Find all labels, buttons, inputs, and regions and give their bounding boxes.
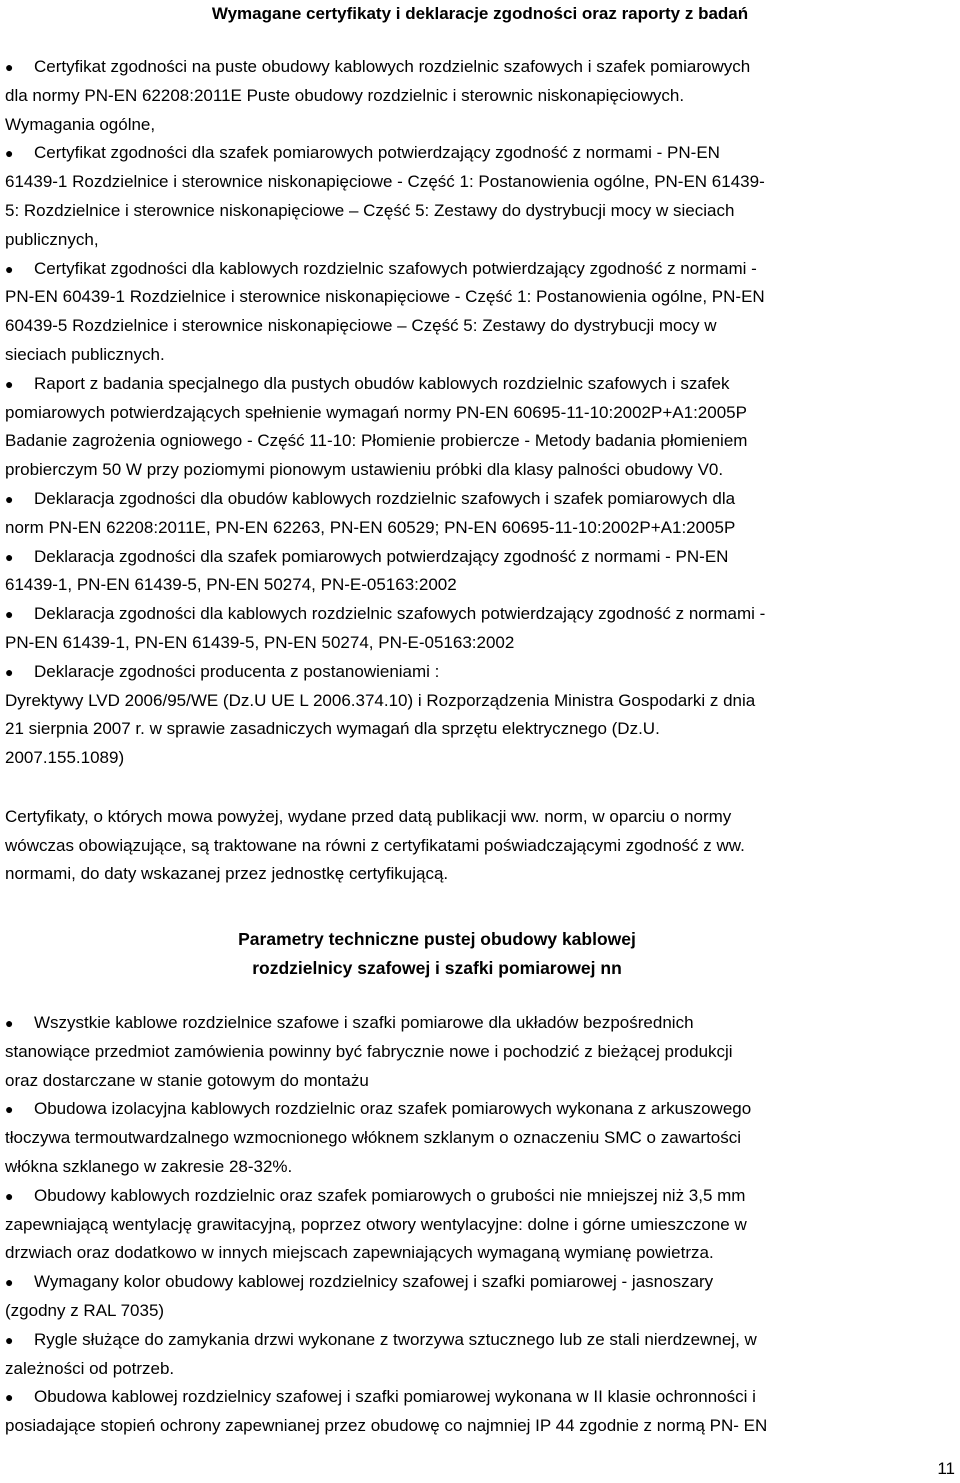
bullet-icon: ● [5, 145, 14, 162]
text-line: Certyfikat zgodności dla kablowych rozdzielnic szafowych potwierdzający zgodność z normami - [34, 258, 757, 278]
text-line: 61439-1, PN-EN 61439-5, PN-EN 50274, PN-E-05163:2002 [5, 575, 457, 595]
text-line: Wymagania ogólne, [5, 114, 156, 134]
heading-line-2: rozdzielnicy szafowej i szafki pomiarowej nn [252, 958, 622, 978]
text-line: Obudowy kablowych rozdzielnic oraz szafek pomiarowych o grubości nie mniejszej niż 3,5 mm [34, 1185, 746, 1205]
text-line: tłoczywa termoutwardzalnego wzmocnionego włóknem szklanym o oznaczeniu SMC o zawartości [5, 1128, 742, 1148]
list-item [5, 1268, 956, 1326]
bullet-icon: ● [5, 260, 14, 277]
list-item [5, 1182, 956, 1268]
text-line: publicznych, [5, 229, 99, 249]
text-line: Obudowa kablowej rozdzielnicy szafowej i szafki pomiarowej wykonana w II klasie ochronności i [34, 1387, 756, 1407]
text-line: włókna szklanego w zakresie 28-32%. [5, 1156, 293, 1176]
text-line: zależności od potrzeb. [5, 1358, 175, 1378]
page-header-title: Wymagane certyfikaty i deklaracje zgodności oraz raporty z badań [211, 4, 749, 23]
bullet-icon: ● [5, 1274, 14, 1291]
bullet-icon: ● [5, 663, 14, 680]
text-line: Deklaracja zgodności dla obudów kablowych rozdzielnic szafowych i szafek pomiarowych dla [34, 488, 736, 508]
text-line: oraz dostarczane w stanie gotowym do montażu [5, 1070, 369, 1090]
text-line: (zgodny z RAL 7035) [5, 1300, 165, 1320]
text-line: Certyfikat zgodności dla szafek pomiarowych potwierdzający zgodność z normami - PN-EN [34, 143, 720, 163]
text-line: zapewniającą wentylację grawitacyjną, poprzez otwory wentylacyjne: dolne i górne umieszczone w [5, 1214, 747, 1234]
bullet-icon: ● [5, 1331, 14, 1348]
text-line: normami, do daty wskazanej przez jednostkę certyfikującą. [5, 864, 449, 884]
text-line: 61439-1 Rozdzielnice i sterownice niskonapięciowe - Część 1: Postanowienia ogólne, PN-EN 61439- [5, 172, 765, 192]
text-line: pomiarowych potwierdzających spełnienie wymagań normy PN-EN 60695-11-10:2002P+A1:2005P [5, 402, 747, 422]
list-item [5, 370, 956, 485]
text-line: Badanie zagrożenia ogniowego - Część 11-10: Płomienie probiercze - Metody badania płomieniem [5, 431, 748, 451]
text-line: Certyfikat zgodności na puste obudowy kablowych rozdzielnic szafowych i szafek pomiarowych [34, 57, 751, 76]
certificates-list [5, 53, 956, 773]
text-line: PN-EN 61439-1, PN-EN 61439-5, PN-EN 50274, PN-E-05163:2002 [5, 632, 515, 652]
text-line: 21 sierpnia 2007 r. w sprawie zasadniczych wymagań dla sprzętu elektrycznego (Dz.U. [5, 719, 660, 739]
list-item [5, 1009, 956, 1095]
bullet-icon: ● [5, 1187, 14, 1204]
text-line: Wszystkie kablowe rozdzielnice szafowe i szafki pomiarowe dla układów bezpośrednich [34, 1013, 694, 1032]
list-item [5, 139, 956, 254]
list-item [5, 1095, 956, 1181]
text-line: stanowiące przedmiot zamówienia powinny być fabrycznie nowe i pochodzić z bieżącej produkcji [5, 1041, 733, 1061]
text-line: Rygle służące do zamykania drzwi wykonane z tworzywa sztucznego lub ze stali nierdzewnej, w [34, 1329, 757, 1349]
list-item [5, 543, 956, 601]
text-line: Deklaracje zgodności producenta z postanowieniami : [34, 661, 440, 681]
certificates-note-paragraph [5, 803, 956, 889]
list-item [5, 255, 956, 370]
text-line: 5: Rozdzielnice i sterownice niskonapięciowe – Część 5: Zestawy do dystrybucji mocy w sieciach [5, 200, 735, 220]
text-line: 60439-5 Rozdzielnice i sterownice niskonapięciowe – Część 5: Zestawy do dystrybucji mocy w [5, 316, 717, 336]
list-item [5, 1326, 956, 1384]
bullet-icon: ● [5, 1015, 14, 1031]
text-line: Wymagany kolor obudowy kablowej rozdzielnicy szafowej i szafki pomiarowej - jasnoszary [34, 1272, 714, 1292]
text-line: dla normy PN-EN 62208:2011E Puste obudowy rozdzielnic i sterownic niskonapięciowych. [5, 85, 685, 105]
text-line: sieciach publicznych. [5, 344, 165, 364]
text-line: Deklaracja zgodności dla kablowych rozdzielnic szafowych potwierdzający zgodność z normami - [34, 604, 766, 624]
bullet-icon: ● [5, 1101, 14, 1118]
text-line: probierczym 50 W przy poziomymi pionowym ustawieniu próbki dla klasy palności obudowy V0. [5, 460, 724, 480]
heading-line-1: Parametry techniczne pustej obudowy kablowej [238, 929, 636, 949]
text-line: 2007.155.1089) [5, 748, 125, 768]
text-line: Raport z badania specjalnego dla pustych obudów kablowych rozdzielnic szafowych i szafek [34, 373, 730, 393]
bullet-icon: ● [5, 606, 14, 623]
bullet-icon: ● [5, 375, 14, 392]
text-line: drzwiach oraz dodatkowo w innych miejscach zapewniających wymaganą wymianę powietrza. [5, 1243, 714, 1263]
list-item [5, 658, 956, 773]
bullet-icon: ● [5, 490, 14, 507]
text-line: posiadające stopień ochrony zapewnianej przez obudowę co najmniej IP 44 zgodnie z normą PN- EN [5, 1416, 768, 1436]
technical-parameters-list [5, 1009, 956, 1441]
text-line: norm PN-EN 62208:2011E, PN-EN 62263, PN-EN 60529; PN-EN 60695-11-10:2002P+A1:2005P [5, 517, 736, 537]
bullet-icon: ● [5, 59, 14, 75]
text-line: Obudowa izolacyjna kablowych rozdzielnic oraz szafek pomiarowych wykonana z arkuszowego [34, 1099, 752, 1119]
list-item [5, 485, 956, 543]
list-item [5, 1383, 956, 1441]
text-line: Certyfikaty, o których mowa powyżej, wydane przed datą publikacji ww. norm, w oparciu o normy [5, 807, 732, 826]
technical-parameters-heading [0, 925, 874, 983]
bullet-icon: ● [5, 548, 14, 565]
list-item [5, 600, 956, 658]
text-line: PN-EN 60439-1 Rozdzielnice i sterownice niskonapięciowe - Część 1: Postanowienia ogólne, PN-EN [5, 287, 765, 307]
list-item [5, 53, 956, 139]
text-line: wówczas obowiązujące, są traktowane na równi z certyfikatami poświadczającymi zgodność z ww. [5, 835, 745, 855]
page-number: 11 [937, 1459, 955, 1478]
text-line: Dyrektywy LVD 2006/95/WE (Dz.U UE L 2006.374.10) i Rozporządzenia Ministra Gospodarki z dnia [5, 690, 756, 710]
bullet-icon: ● [5, 1389, 14, 1406]
text-line: Deklaracja zgodności dla szafek pomiarowych potwierdzający zgodność z normami - PN-EN [34, 546, 729, 566]
